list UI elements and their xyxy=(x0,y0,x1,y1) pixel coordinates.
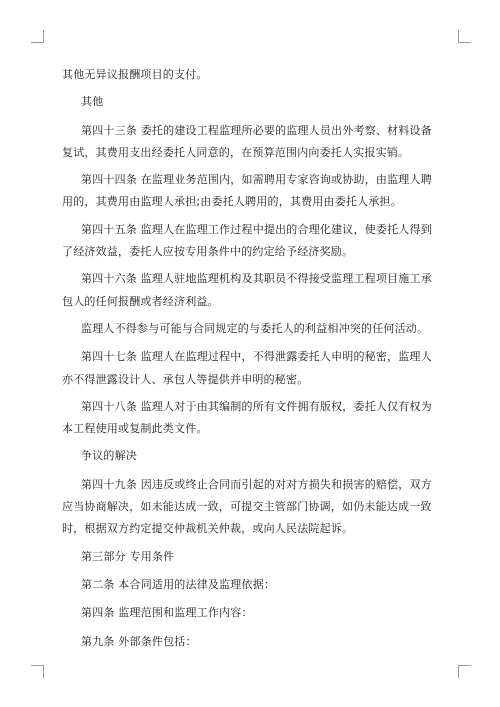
paragraph: 第四十九条 因违反或终止合同而引起的对对方损失和损害的赔偿，双方应当协商解决，如未能达成一致，可提交主管部门协调，如仍未能达成一致时，根据双方约定提交仲裁机关仲裁，或向人民法院起诉。 xyxy=(62,477,432,536)
paragraph: 第四十三条 委托的建设工程监理所必要的监理人员出外考察、材料设备复试，其费用支出经委托人同意的，在预算范围内向委托人实报实销。 xyxy=(62,123,432,159)
crop-mark-bottom-right xyxy=(458,665,471,678)
paragraph: 第二条 本合同适用的法律及监理依据： xyxy=(81,577,276,591)
paragraph: 其他无异议报酬项目的支付。 xyxy=(62,68,208,81)
section-heading-special-terms: 第三部分 专用条件 xyxy=(81,549,175,563)
paragraph: 第四条 监理范围和监理工作内容： xyxy=(81,606,253,620)
paragraph: 第四十五条 监理人在监理工作过程中提出的合理化建议，使委托人得到了经济效益，委托人应按专用条件中的约定给予经济奖励。 xyxy=(62,222,432,259)
paragraph: 第九条 外部条件包括： xyxy=(81,634,197,648)
section-heading-other: 其他 xyxy=(81,95,104,109)
document-body xyxy=(62,64,440,659)
section-heading-dispute: 争议的解决 xyxy=(81,449,137,463)
crop-mark-bottom-left xyxy=(31,665,44,678)
paragraph: 监理人不得参与可能与合同规定的与委托人的利益相冲突的任何活动。 xyxy=(81,321,429,335)
paragraph: 第四十六条 监理人驻地监理机构及其职员不得接受监理工程项目施工承包人的任何报酬或者经济利益。 xyxy=(62,272,432,308)
paragraph: 第四十八条 监理人对于由其编制的所有文件拥有版权，委托人仅有权为本工程使用或复制此类文件。 xyxy=(62,399,432,436)
paragraph: 第四十四条 在监理业务范围内，如需聘用专家咨询或协助，由监理人聘用的，其费用由监理人承担;由委托人聘用的，其费用由委托人承担。 xyxy=(62,173,432,209)
paragraph: 第四十七条 监理人在监理过程中，不得泄露委托人申明的秘密，监理人亦不得泄露设计人、承包人等提供并申明的秘密。 xyxy=(62,350,432,386)
crop-mark-top-right xyxy=(458,30,471,43)
crop-mark-top-left xyxy=(31,30,44,43)
